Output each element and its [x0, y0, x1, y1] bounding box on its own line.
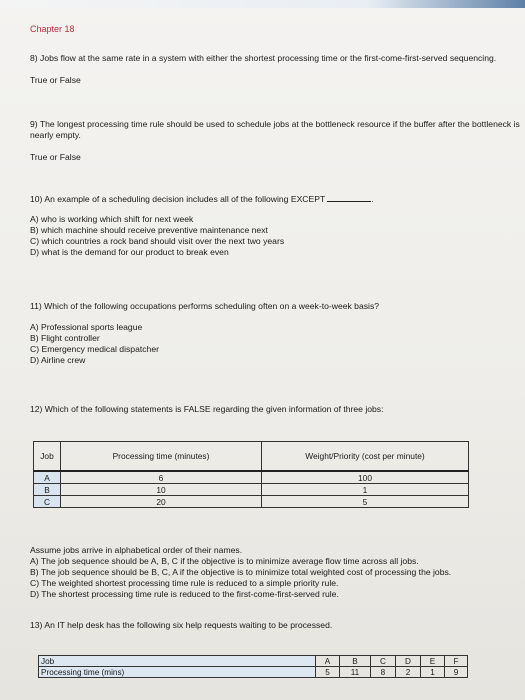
- option: D) what is the demand for our product to break even: [30, 247, 229, 257]
- time-cell: 11: [340, 667, 371, 678]
- table-header-row: [34, 442, 469, 472]
- question-10-stem: 10) An example of a scheduling decision includes all of the following EXCEPT .: [30, 194, 374, 204]
- job-cell: D: [395, 656, 420, 667]
- question-8: [30, 53, 505, 86]
- question-12: [30, 404, 510, 415]
- question-10: [30, 194, 510, 258]
- time-cell: 2: [395, 667, 420, 678]
- answer-blank: [327, 201, 371, 202]
- question-9-answer: True or False: [30, 152, 81, 162]
- option: A) who is working which shift for next week: [30, 214, 194, 224]
- option: A) Professional sports league: [30, 322, 143, 332]
- job-cell: A: [34, 471, 61, 484]
- question-12-intro: Assume jobs arrive in alphabetical order of their names.: [30, 545, 243, 555]
- question-13: [30, 620, 510, 631]
- row-label-job: Job: [39, 656, 316, 667]
- option: B) Flight controller: [30, 333, 100, 343]
- job-cell: A: [316, 656, 340, 667]
- question-11-text: 11) Which of the following occupations performs scheduling often on a week-to-week basis?: [30, 301, 380, 311]
- row-label-processing-time: Processing time (mins): [39, 667, 316, 678]
- question-8-answer: True or False: [30, 75, 81, 85]
- weight-cell: 1: [262, 484, 469, 496]
- processing-time-cell: 6: [61, 471, 262, 484]
- question-11-options: [30, 322, 510, 366]
- question-11: [30, 301, 510, 366]
- table-row: [39, 667, 468, 678]
- question-12-details: [30, 545, 515, 600]
- time-cell: 8: [370, 667, 395, 678]
- option: C) The weighted shortest processing time rule is reduced to a simple priority rule.: [30, 578, 339, 588]
- question-9: [30, 119, 520, 163]
- header-processing-time: Processing time (minutes): [61, 442, 262, 472]
- job-cell: B: [34, 484, 61, 496]
- time-cell: 9: [445, 667, 468, 678]
- processing-time-cell: 20: [61, 496, 262, 508]
- question-12-text: 12) Which of the following statements is FALSE regarding the given information of three jobs:: [30, 404, 384, 414]
- header-weight: Weight/Priority (cost per minute): [262, 442, 469, 472]
- option: D) Airline crew: [30, 355, 86, 365]
- option: C) Emergency medical dispatcher: [30, 344, 159, 354]
- weight-cell: 5: [262, 496, 469, 508]
- option: B) The job sequence should be B, C, A if the objective is to minimize total weighted cost of processing the jobs.: [30, 567, 452, 577]
- page-top-edge: [0, 0, 525, 8]
- job-cell: B: [340, 656, 371, 667]
- question-13-text: 13) An IT help desk has the following six help requests waiting to be processed.: [30, 620, 333, 630]
- header-job: Job: [34, 442, 61, 472]
- job-cell: E: [421, 656, 445, 667]
- processing-time-cell: 10: [61, 484, 262, 496]
- chapter-heading: Chapter 18: [30, 24, 75, 34]
- time-cell: 1: [421, 667, 445, 678]
- question-9-text: 9) The longest processing time rule should be used to schedule jobs at the bottleneck resource if the buffer after the bottleneck is nearly empty.: [30, 119, 520, 140]
- option: D) The shortest processing time rule is reduced to the first-come-first-served rule.: [30, 589, 339, 599]
- table-row: [34, 496, 469, 508]
- option: B) which machine should receive preventive maintenance next: [30, 225, 268, 235]
- table-row: [34, 471, 469, 484]
- question-8-text: 8) Jobs flow at the same rate in a system with either the shortest processing time or the first-come-first-served sequencing.: [30, 53, 497, 63]
- table-row: [39, 656, 468, 667]
- table-row: [34, 484, 469, 496]
- job-cell: F: [445, 656, 468, 667]
- help-requests-table: [38, 655, 468, 678]
- option: A) The job sequence should be A, B, C if the objective is to minimize average flow time across all jobs.: [30, 556, 419, 566]
- weight-cell: 100: [262, 471, 469, 484]
- jobs-table: [33, 441, 469, 508]
- question-10-options: [30, 214, 510, 258]
- question-10-text: 10) An example of a scheduling decision includes all of the following EXCEPT: [30, 194, 326, 204]
- job-cell: C: [370, 656, 395, 667]
- option: C) which countries a rock band should visit over the next two years: [30, 236, 285, 246]
- time-cell: 5: [316, 667, 340, 678]
- job-cell: C: [34, 496, 61, 508]
